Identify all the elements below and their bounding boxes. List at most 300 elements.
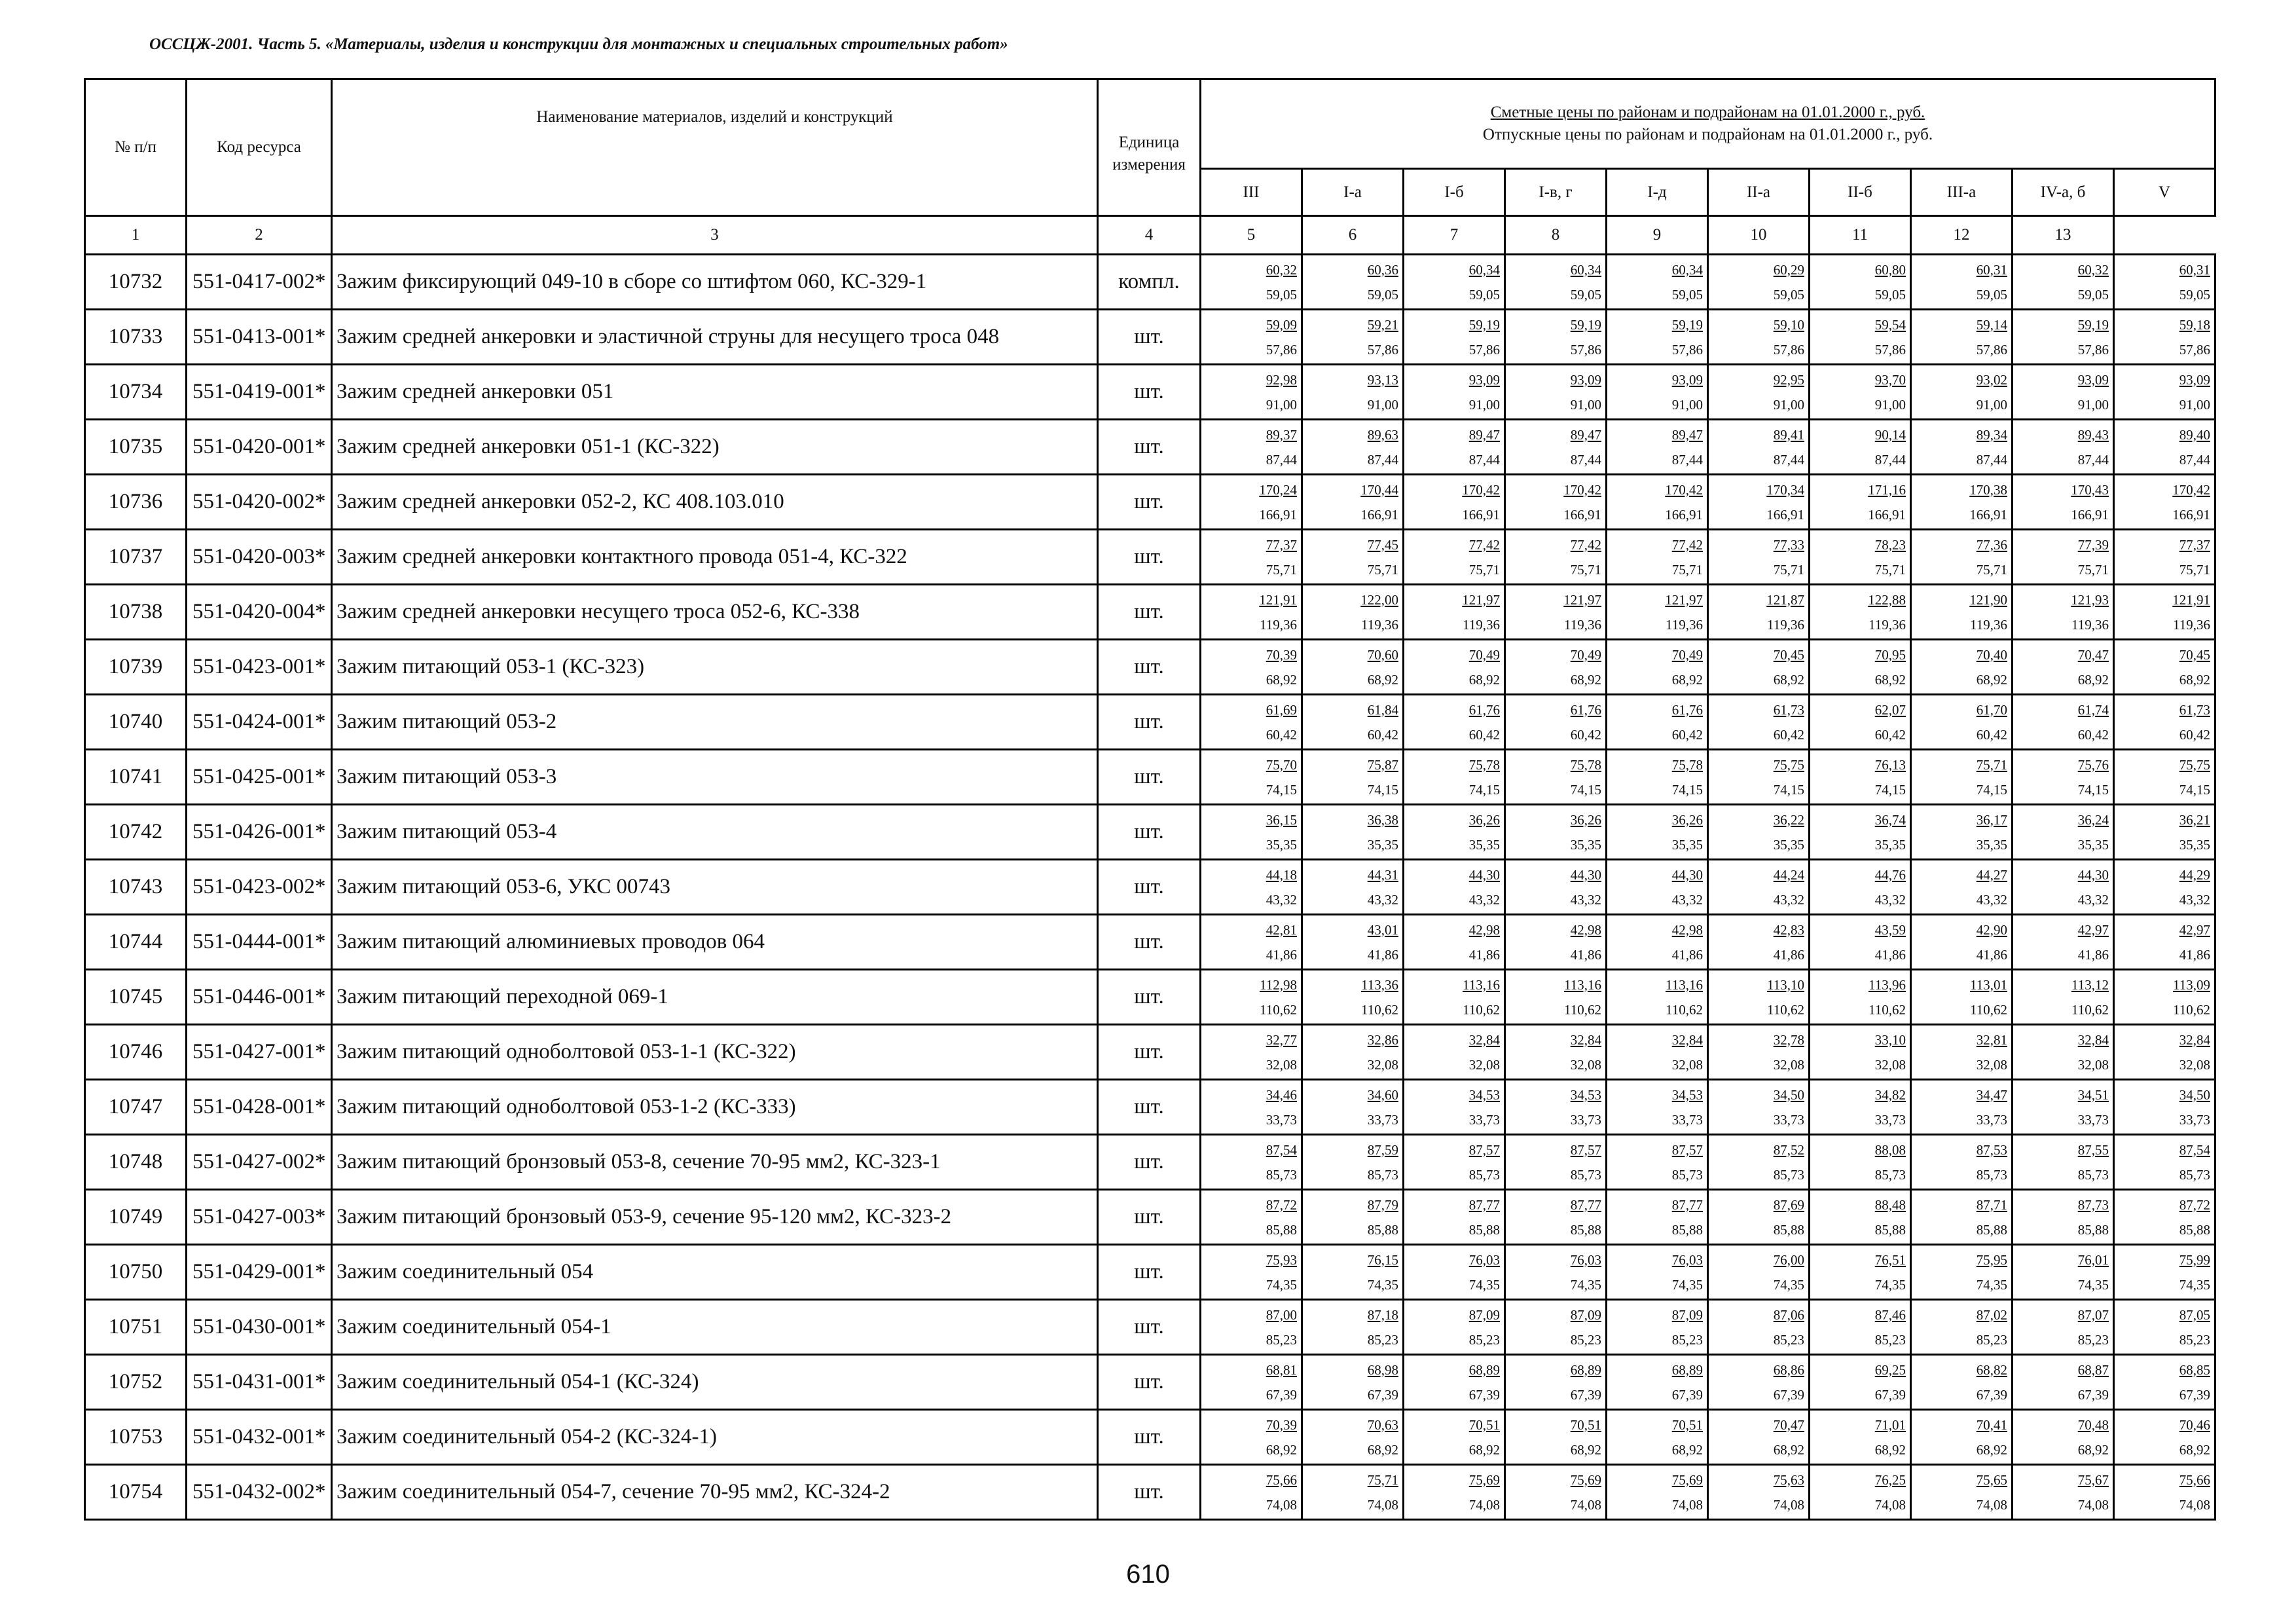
estimate-price: 87,77 — [1671, 1196, 1703, 1213]
estimate-price: 170,42 — [1665, 481, 1703, 498]
price-cell — [1505, 420, 1607, 475]
release-price: 85,88 — [1671, 1221, 1703, 1238]
estimate-price: 42,81 — [1266, 921, 1297, 938]
estimate-price: 113,01 — [1970, 976, 2007, 993]
table-row — [85, 915, 2215, 970]
release-price: 60,42 — [1671, 726, 1703, 743]
price-cell — [2114, 585, 2215, 640]
estimate-price: 87,71 — [1976, 1196, 2007, 1213]
price-cell — [1404, 750, 1505, 805]
table-row — [85, 1245, 2215, 1300]
release-price: 119,36 — [1564, 616, 1601, 633]
price-cell — [1302, 640, 1404, 695]
release-price: 85,88 — [1367, 1221, 1398, 1238]
release-price: 41,86 — [1671, 946, 1703, 963]
estimate-price: 122,88 — [1868, 591, 1906, 608]
row-number: 10747 — [85, 1080, 187, 1135]
unit-of-measure: шт. — [1098, 1245, 1201, 1300]
release-price: 43,32 — [1976, 891, 2007, 908]
price-cell — [1810, 640, 1911, 695]
price-cell — [1201, 420, 1302, 475]
estimate-price: 75,69 — [1671, 1471, 1703, 1488]
estimate-price: 76,51 — [1874, 1251, 1906, 1268]
price-cell — [2114, 1465, 2215, 1520]
release-price: 32,08 — [1976, 1056, 2007, 1073]
table-row — [85, 255, 2215, 310]
release-price: 43,32 — [2179, 891, 2211, 908]
unit-of-measure: шт. — [1098, 805, 1201, 860]
price-cell — [1302, 1355, 1404, 1410]
release-price: 68,92 — [2077, 671, 2109, 688]
release-price: 60,42 — [1570, 726, 1601, 743]
material-name: Зажим питающий однoболтовой 053-1-2 (КС-333) — [332, 1080, 1098, 1135]
estimate-price: 36,74 — [1874, 811, 1906, 828]
estimate-price: 113,10 — [1767, 976, 1804, 993]
estimate-price: 113,09 — [2173, 976, 2211, 993]
release-price: 85,23 — [1367, 1331, 1398, 1348]
estimate-price: 170,38 — [1969, 481, 2007, 498]
release-price: 32,08 — [1266, 1056, 1297, 1073]
resource-code: 551-0427-001* — [187, 1025, 332, 1080]
estimate-price: 70,49 — [1468, 646, 1500, 663]
price-cell — [1302, 860, 1404, 915]
release-price: 85,23 — [1468, 1331, 1500, 1348]
material-name: Зажим соединительный 054-7, сечение 70-95 мм2, КС-324-2 — [332, 1465, 1098, 1520]
price-cell — [2114, 530, 2215, 585]
release-price: 60,42 — [1367, 726, 1398, 743]
resource-code: 551-0419-001* — [187, 365, 332, 420]
estimate-price: 60,36 — [1367, 261, 1398, 278]
price-cell — [1404, 1245, 1505, 1300]
release-price: 32,08 — [1468, 1056, 1500, 1073]
estimate-price: 89,47 — [1570, 426, 1601, 443]
estimate-price: 32,78 — [1773, 1031, 1804, 1048]
release-price: 166,91 — [2172, 506, 2211, 523]
release-price: 43,32 — [2077, 891, 2109, 908]
estimate-price: 32,86 — [1367, 1031, 1398, 1048]
price-cell — [1911, 640, 2013, 695]
resource-code: 551-0420-003* — [187, 530, 332, 585]
price-cell — [2114, 1135, 2215, 1190]
estimate-price: 68,82 — [1976, 1361, 2007, 1378]
estimate-price: 121,91 — [2172, 591, 2211, 608]
release-price: 119,36 — [1361, 616, 1398, 633]
estimate-price: 36,26 — [1570, 811, 1601, 828]
price-cell — [1201, 1300, 1302, 1355]
table-body — [85, 255, 2215, 1520]
release-price: 74,15 — [1468, 781, 1500, 798]
release-price: 119,36 — [2071, 616, 2109, 633]
release-price: 41,86 — [1773, 946, 1804, 963]
resource-code: 551-0417-002* — [187, 255, 332, 310]
estimate-price: 76,03 — [1570, 1251, 1601, 1268]
resource-code: 551-0420-002* — [187, 475, 332, 530]
row-number: 10744 — [85, 915, 187, 970]
estimate-price: 89,47 — [1468, 426, 1500, 443]
release-price: 75,71 — [1266, 561, 1297, 578]
estimate-price: 42,98 — [1570, 921, 1601, 938]
estimate-price: 61,70 — [1976, 701, 2007, 718]
unit-of-measure: шт. — [1098, 1135, 1201, 1190]
release-price: 32,08 — [1874, 1056, 1906, 1073]
estimate-price: 93,09 — [1570, 371, 1601, 388]
resource-code: 551-0429-001* — [187, 1245, 332, 1300]
table-row — [85, 310, 2215, 365]
estimate-price: 89,34 — [1976, 426, 2007, 443]
estimate-price: 87,07 — [2077, 1306, 2109, 1323]
price-table — [84, 78, 2216, 1521]
column-number: 3 — [332, 216, 1098, 255]
region-header: V — [2114, 169, 2215, 216]
price-cell — [1911, 310, 2013, 365]
estimate-price: 60,34 — [1570, 261, 1601, 278]
release-price: 67,39 — [2179, 1386, 2211, 1403]
release-price: 67,39 — [1468, 1386, 1500, 1403]
price-cell — [1201, 1080, 1302, 1135]
estimate-price: 34,46 — [1266, 1086, 1297, 1103]
estimate-price: 170,44 — [1360, 481, 1398, 498]
release-price: 85,73 — [1367, 1166, 1398, 1183]
release-price: 68,92 — [1976, 671, 2007, 688]
material-name: Зажим питающий 053-4 — [332, 805, 1098, 860]
price-cell — [1201, 1190, 1302, 1245]
price-cell — [1404, 1025, 1505, 1080]
release-price: 33,73 — [1468, 1111, 1500, 1128]
price-cell — [1302, 530, 1404, 585]
price-cell — [1810, 1080, 1911, 1135]
release-price: 85,23 — [1570, 1331, 1601, 1348]
estimate-price: 32,77 — [1266, 1031, 1297, 1048]
row-number: 10754 — [85, 1465, 187, 1520]
price-cell — [1201, 1245, 1302, 1300]
estimate-price: 61,76 — [1468, 701, 1500, 718]
estimate-price: 87,00 — [1266, 1306, 1297, 1323]
release-price: 33,73 — [1874, 1111, 1906, 1128]
estimate-price: 42,90 — [1976, 921, 2007, 938]
estimate-price: 44,29 — [2179, 866, 2211, 883]
price-cell — [1810, 915, 1911, 970]
table-row — [85, 530, 2215, 585]
price-cell — [1708, 420, 1810, 475]
resource-code: 551-0425-001* — [187, 750, 332, 805]
estimate-price: 34,82 — [1874, 1086, 1906, 1103]
price-cell — [1302, 695, 1404, 750]
estimate-price: 68,86 — [1773, 1361, 1804, 1378]
price-cell — [1911, 695, 2013, 750]
estimate-price: 60,34 — [1468, 261, 1500, 278]
release-price: 35,35 — [1468, 836, 1500, 853]
estimate-price: 77,39 — [2077, 536, 2109, 553]
resource-code: 551-0413-001* — [187, 310, 332, 365]
estimate-price: 75,75 — [1773, 756, 1804, 773]
unit-of-measure: шт. — [1098, 1300, 1201, 1355]
estimate-price: 121,97 — [1563, 591, 1601, 608]
estimate-price: 75,95 — [1976, 1251, 2007, 1268]
price-cell — [1911, 1355, 2013, 1410]
release-price: 60,42 — [2179, 726, 2211, 743]
price-cell — [1708, 805, 1810, 860]
estimate-price: 75,99 — [2179, 1251, 2211, 1268]
estimate-price: 44,30 — [2077, 866, 2109, 883]
column-number: 11 — [1810, 216, 1911, 255]
region-header: I-д — [1607, 169, 1708, 216]
estimate-price: 60,34 — [1671, 261, 1703, 278]
estimate-price: 59,10 — [1773, 316, 1804, 333]
estimate-price: 32,84 — [2179, 1031, 2211, 1048]
estimate-price: 170,42 — [2172, 481, 2211, 498]
estimate-price: 33,10 — [1874, 1031, 1906, 1048]
price-cell — [2114, 475, 2215, 530]
release-price: 91,00 — [1671, 396, 1703, 413]
price-cell — [2013, 1025, 2114, 1080]
estimate-price: 87,09 — [1570, 1306, 1601, 1323]
price-cell — [1810, 970, 1911, 1025]
estimate-price: 61,76 — [1570, 701, 1601, 718]
table-row — [85, 695, 2215, 750]
row-number: 10743 — [85, 860, 187, 915]
price-cell — [1505, 1190, 1607, 1245]
estimate-price: 70,39 — [1266, 646, 1297, 663]
release-price: 85,88 — [1874, 1221, 1906, 1238]
estimate-price: 61,73 — [1773, 701, 1804, 718]
estimate-price: 70,95 — [1874, 646, 1906, 663]
estimate-price: 70,60 — [1367, 646, 1398, 663]
price-cell — [2013, 1465, 2114, 1520]
estimate-price: 70,51 — [1671, 1416, 1703, 1433]
release-price: 68,92 — [2077, 1441, 2109, 1458]
estimate-price: 62,07 — [1874, 701, 1906, 718]
column-number: 5 — [1201, 216, 1302, 255]
release-price: 74,08 — [1671, 1496, 1703, 1513]
resource-code: 551-0432-001* — [187, 1410, 332, 1465]
estimate-price: 70,47 — [2077, 646, 2109, 663]
estimate-price: 70,45 — [1773, 646, 1804, 663]
estimate-price: 75,67 — [2077, 1471, 2109, 1488]
release-price: 87,44 — [1468, 451, 1500, 468]
release-price: 85,73 — [1671, 1166, 1703, 1183]
estimate-price: 171,16 — [1868, 481, 1906, 498]
release-price: 87,44 — [1570, 451, 1601, 468]
release-price: 41,86 — [2179, 946, 2211, 963]
estimate-price: 75,78 — [1570, 756, 1601, 773]
estimate-price: 93,09 — [2077, 371, 2109, 388]
release-price: 59,05 — [2179, 286, 2211, 303]
estimate-price: 76,03 — [1468, 1251, 1500, 1268]
price-cell — [1505, 1410, 1607, 1465]
material-name: Зажим питающий 053-3 — [332, 750, 1098, 805]
release-price: 68,92 — [1266, 671, 1297, 688]
price-cell — [2114, 915, 2215, 970]
price-cell — [2013, 365, 2114, 420]
resource-code: 551-0424-001* — [187, 695, 332, 750]
price-cell — [1911, 1245, 2013, 1300]
price-cell — [1607, 1245, 1708, 1300]
estimate-price: 43,59 — [1874, 921, 1906, 938]
release-price: 74,08 — [1266, 1496, 1297, 1513]
document-header-title: ОССЦЖ-2001. Часть 5. «Материалы, изделия и конструкции для монтажных и специальных строительных работ» — [149, 35, 1008, 53]
estimate-price: 71,01 — [1874, 1416, 1906, 1433]
estimate-price: 89,47 — [1671, 426, 1703, 443]
region-header: IV-а, б — [2013, 169, 2114, 216]
price-cell — [1810, 1465, 1911, 1520]
price-cell — [2013, 585, 2114, 640]
release-price: 85,23 — [1874, 1331, 1906, 1348]
unit-of-measure: шт. — [1098, 365, 1201, 420]
price-cell — [2013, 695, 2114, 750]
release-price: 74,15 — [1570, 781, 1601, 798]
column-number: 8 — [1505, 216, 1607, 255]
table-row — [85, 585, 2215, 640]
estimate-price: 70,46 — [2179, 1416, 2211, 1433]
price-cell — [2013, 915, 2114, 970]
estimate-price: 87,77 — [1468, 1196, 1500, 1213]
resource-code: 551-0420-001* — [187, 420, 332, 475]
release-price: 74,15 — [1976, 781, 2007, 798]
row-number: 10751 — [85, 1300, 187, 1355]
price-cell — [1505, 255, 1607, 310]
release-price: 87,44 — [1266, 451, 1297, 468]
release-price: 85,73 — [1468, 1166, 1500, 1183]
estimate-price: 32,81 — [1976, 1031, 2007, 1048]
estimate-price: 32,84 — [1570, 1031, 1601, 1048]
price-cell — [1201, 915, 1302, 970]
material-name: Зажим средней анкеровки и эластичной струны для несущего троса 048 — [332, 310, 1098, 365]
estimate-price: 77,42 — [1468, 536, 1500, 553]
price-cell — [1201, 750, 1302, 805]
estimate-price: 36,17 — [1976, 811, 2007, 828]
estimate-price: 68,89 — [1570, 1361, 1601, 1378]
material-name: Зажим фиксирующий 049-10 в сборе со штифтом 060, КС-329-1 — [332, 255, 1098, 310]
price-cell — [1302, 915, 1404, 970]
release-price: 59,05 — [1671, 286, 1703, 303]
price-cell — [1201, 255, 1302, 310]
estimate-price: 93,09 — [1468, 371, 1500, 388]
price-cell — [1607, 805, 1708, 860]
material-name: Зажим средней анкеровки 051-1 (КС-322) — [332, 420, 1098, 475]
price-cell — [2114, 1355, 2215, 1410]
price-cell — [1201, 1135, 1302, 1190]
estimate-price: 61,69 — [1266, 701, 1297, 718]
price-cell — [1708, 1190, 1810, 1245]
price-cell — [1404, 1410, 1505, 1465]
price-cell — [1302, 1410, 1404, 1465]
estimate-price: 90,14 — [1874, 426, 1906, 443]
release-price: 57,86 — [1266, 341, 1297, 358]
release-price: 74,15 — [2179, 781, 2211, 798]
estimate-price: 34,53 — [1671, 1086, 1703, 1103]
price-cell — [1201, 1355, 1302, 1410]
price-cell — [1708, 915, 1810, 970]
release-price: 119,36 — [1970, 616, 2007, 633]
release-price: 43,32 — [1671, 891, 1703, 908]
estimate-price: 87,55 — [2077, 1141, 2109, 1158]
release-price: 35,35 — [1874, 836, 1906, 853]
release-price: 74,08 — [1570, 1496, 1601, 1513]
estimate-price: 43,01 — [1367, 921, 1398, 938]
price-cell — [1302, 1190, 1404, 1245]
release-price: 85,88 — [2179, 1221, 2211, 1238]
material-name: Зажим питающий 053-6, УКС 00743 — [332, 860, 1098, 915]
price-cell — [1607, 915, 1708, 970]
price-cell — [1505, 1300, 1607, 1355]
price-cell — [1708, 1080, 1810, 1135]
region-header: II-б — [1810, 169, 1911, 216]
estimate-price: 87,59 — [1367, 1141, 1398, 1158]
release-price: 166,91 — [1462, 506, 1500, 523]
estimate-price: 88,08 — [1874, 1141, 1906, 1158]
price-cell — [1708, 365, 1810, 420]
price-cell — [1201, 585, 1302, 640]
price-cell — [1404, 365, 1505, 420]
release-price: 87,44 — [1367, 451, 1398, 468]
column-number: 10 — [1708, 216, 1810, 255]
estimate-price: 87,57 — [1671, 1141, 1703, 1158]
price-cell — [1302, 1135, 1404, 1190]
unit-of-measure: шт. — [1098, 1190, 1201, 1245]
release-price: 119,36 — [1260, 616, 1297, 633]
price-cell — [1302, 255, 1404, 310]
release-price: 32,08 — [1773, 1056, 1804, 1073]
estimate-price: 32,84 — [1671, 1031, 1703, 1048]
release-price: 85,73 — [2077, 1166, 2109, 1183]
estimate-price: 87,09 — [1671, 1306, 1703, 1323]
column-number: 1 — [85, 216, 187, 255]
resource-code: 551-0427-003* — [187, 1190, 332, 1245]
price-cell — [1607, 585, 1708, 640]
unit-of-measure: шт. — [1098, 1025, 1201, 1080]
estimate-price: 60,80 — [1874, 261, 1906, 278]
estimate-price: 42,97 — [2077, 921, 2109, 938]
unit-of-measure: шт. — [1098, 915, 1201, 970]
estimate-price: 76,25 — [1874, 1471, 1906, 1488]
release-price: 87,44 — [1976, 451, 2007, 468]
price-cell — [1911, 970, 2013, 1025]
release-price: 110,62 — [1666, 1001, 1703, 1018]
material-name: Зажим питающий однoболтовой 053-1-1 (КС-322) — [332, 1025, 1098, 1080]
price-cell — [2013, 1355, 2114, 1410]
estimate-price: 75,78 — [1671, 756, 1703, 773]
unit-of-measure: шт. — [1098, 640, 1201, 695]
estimate-price: 68,87 — [2077, 1361, 2109, 1378]
release-price: 119,36 — [1868, 616, 1906, 633]
resource-code: 551-0427-002* — [187, 1135, 332, 1190]
release-price: 68,92 — [2179, 1441, 2211, 1458]
price-cell — [2114, 1190, 2215, 1245]
price-cell — [1708, 1410, 1810, 1465]
column-number: 13 — [2013, 216, 2114, 255]
release-price: 91,00 — [1976, 396, 2007, 413]
price-cell — [2114, 640, 2215, 695]
release-price: 41,86 — [1468, 946, 1500, 963]
price-cell — [2114, 420, 2215, 475]
price-cell — [1810, 1025, 1911, 1080]
estimate-price: 76,13 — [1874, 756, 1906, 773]
unit-of-measure: шт. — [1098, 1355, 1201, 1410]
page-number: 610 — [1126, 1560, 1170, 1589]
estimate-price: 77,36 — [1976, 536, 2007, 553]
column-header-unit: Единица измерения — [1098, 79, 1201, 216]
estimate-price: 34,47 — [1976, 1086, 2007, 1103]
table-row — [85, 365, 2215, 420]
release-price: 68,92 — [1367, 671, 1398, 688]
estimate-price: 75,69 — [1570, 1471, 1601, 1488]
estimate-price: 77,37 — [1266, 536, 1297, 553]
release-price: 59,05 — [1468, 286, 1500, 303]
release-price: 33,73 — [1266, 1111, 1297, 1128]
price-cell — [2013, 640, 2114, 695]
release-price: 75,71 — [2179, 561, 2211, 578]
price-cell — [1708, 1135, 1810, 1190]
